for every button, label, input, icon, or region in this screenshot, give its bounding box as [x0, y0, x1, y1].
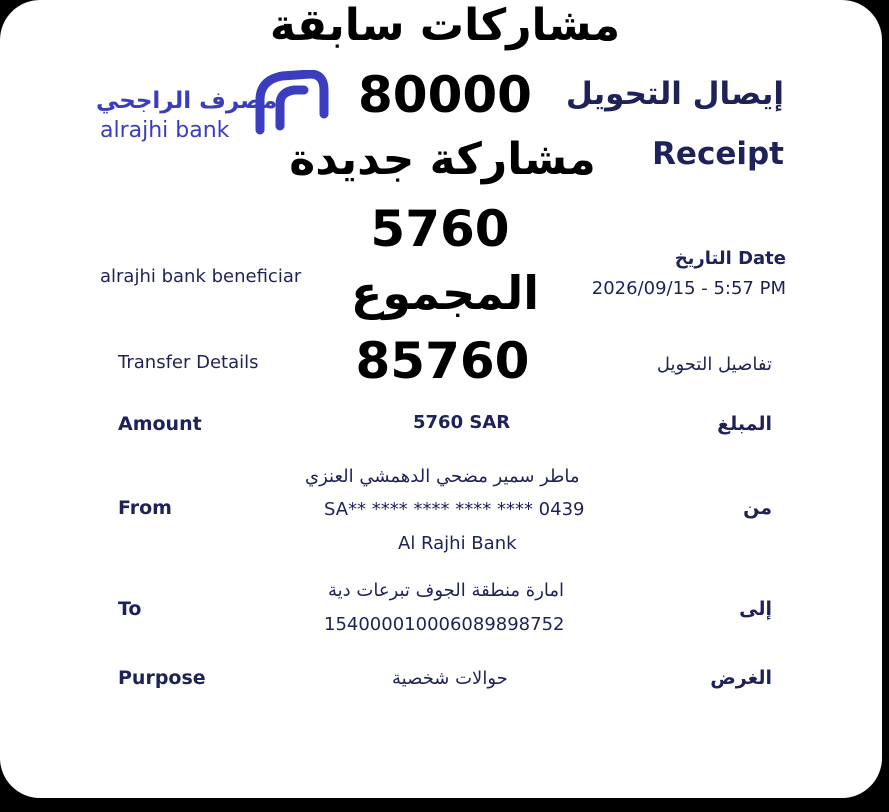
from-account: SA** **** **** **** **** 0439 [324, 499, 585, 520]
previous-contributions-value: 80000 [358, 66, 532, 124]
from-bank: Al Rajhi Bank [398, 533, 517, 554]
purpose-label-en: Purpose [118, 667, 206, 689]
logo-english-text: alrajhi bank [100, 118, 230, 143]
to-label-en: To [118, 598, 142, 620]
purpose-label-ar: الغرض [710, 667, 772, 689]
date-value: 2026/09/15 - 5:57 PM [591, 278, 786, 299]
purpose-value: حوالات شخصية [392, 668, 508, 689]
beneficiary-text: alrajhi bank beneficiar [100, 266, 302, 287]
receipt-title-english: Receipt [652, 136, 784, 172]
new-contribution-value: 5760 [370, 200, 510, 258]
to-name: امارة منطقة الجوف تبرعات دية [328, 580, 565, 601]
amount-label-ar: المبلغ [717, 413, 772, 435]
total-value: 85760 [355, 332, 530, 390]
to-account: 1540000100060​89898752 [324, 614, 565, 635]
transfer-details-title-en: Transfer Details [118, 352, 259, 373]
transfer-details-title-ar: تفاصيل التحويل [656, 354, 772, 375]
previous-contributions-label: مشاركات سابقة [269, 0, 621, 51]
date-label: التاريخ Date [674, 248, 786, 269]
from-name: ماطر سمير مضحي الدهمشي العنزي [305, 466, 580, 487]
from-label-en: From [118, 497, 172, 519]
from-label-ar: من [743, 497, 772, 519]
receipt-title-arabic: إيصال التحويل [565, 76, 784, 112]
logo-arabic-text: مصرف الراجحي [96, 88, 278, 114]
alrajhi-logo-icon [252, 70, 332, 136]
total-label: المجموع [350, 266, 540, 320]
amount-value: 5760 SAR [413, 412, 511, 433]
new-contribution-label: مشاركة جديدة [289, 134, 596, 185]
amount-label-en: Amount [118, 413, 202, 435]
to-label-ar: إلى [739, 598, 772, 620]
